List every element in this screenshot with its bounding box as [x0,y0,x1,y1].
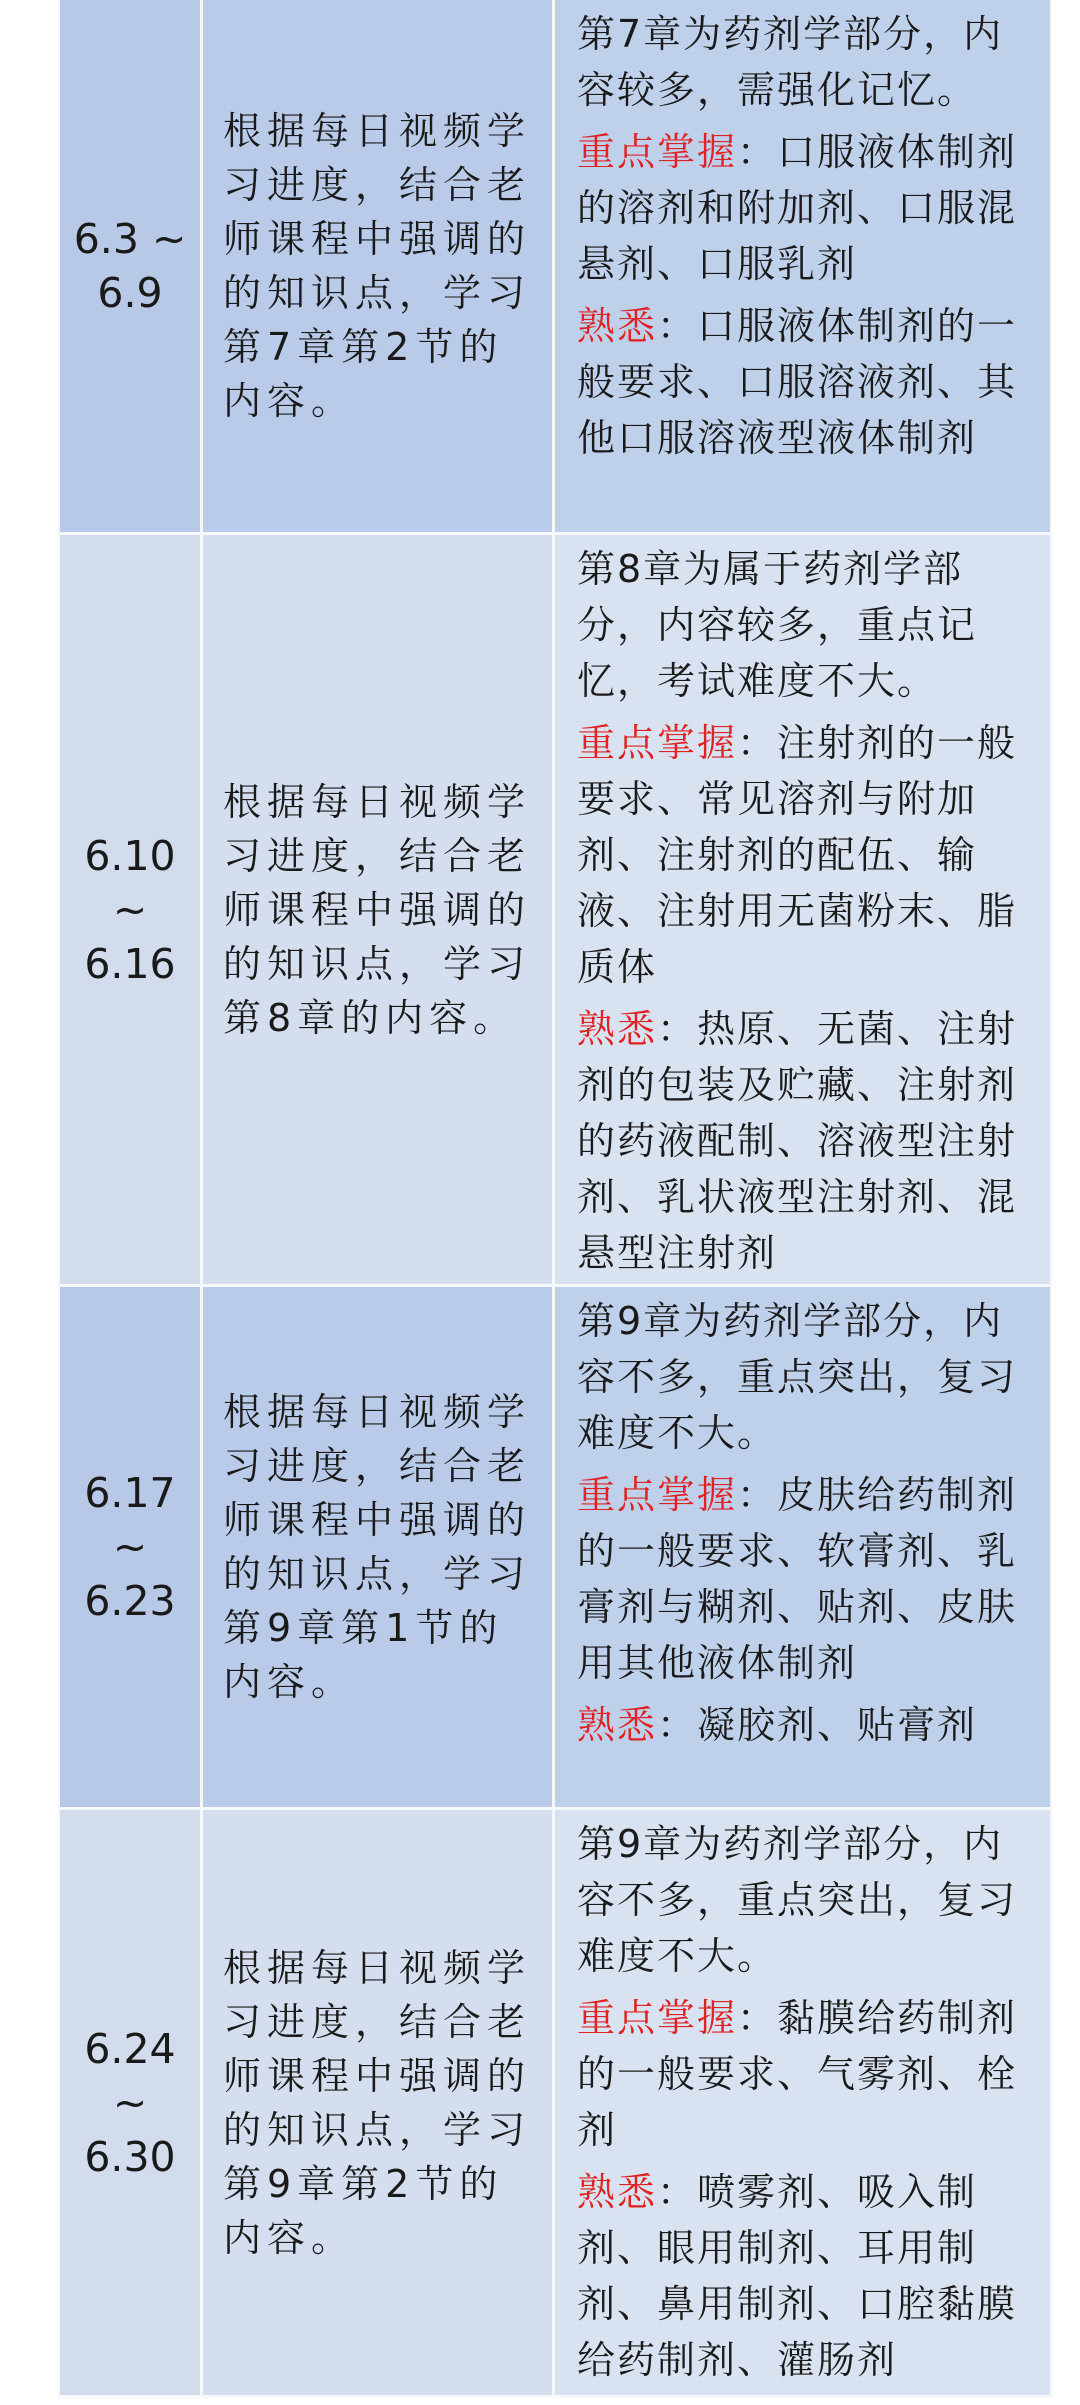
key-points-label: 重点掌握 [577,130,738,174]
key-points [577,1990,1024,2158]
table-row [60,1810,1050,2398]
date-range-cell: 6.10 ~ 6.16 [60,535,200,1284]
study-plan-cell [203,0,552,532]
plan-text: 根据每日视频学习进度，结合老师课程中强调的的知识点，学习第9章第2节的内容。 [223,1945,532,2260]
key-points-label: 重点掌握 [577,1996,738,2040]
study-plan-table [58,0,1052,2398]
date-range-cell: 6.3 ~ 6.9 [60,0,200,532]
familiar-text: ：凝胶剂、贴膏剂 [657,1703,978,1747]
key-points-text: ：皮肤给药制剂的一般要求、软膏剂、乳膏剂与糊剂、贴剂、皮肤用其他液体制剂 [577,1473,1018,1685]
key-points-text: ：注射剂的一般要求、常见溶剂与附加剂、注射剂的配伍、输液、注射用无菌粉末、脂质体 [577,721,1018,989]
familiar-label: 熟悉 [577,2170,658,2214]
plan-text: 根据每日视频学习进度，结合老师课程中强调的的知识点，学习第8章的内容。 [223,779,532,1040]
table-row [60,1287,1050,1810]
familiar-text: ：口服液体制剂的一般要求、口服溶液剂、其他口服溶液型液体制剂 [577,304,1018,460]
chapter-intro: 第7章为药剂学部分，内容较多，需强化记忆。 [577,12,1004,112]
key-points [577,1467,1024,1691]
familiar-points [577,1001,1024,1281]
study-plan-cell [203,1287,552,1807]
key-points-text: ：黏膜给药制剂的一般要求、气雾剂、栓剂 [577,1996,1018,2152]
table-row [60,535,1050,1287]
key-points-label: 重点掌握 [577,1473,738,1517]
chapter-detail-cell [555,1810,1050,2395]
familiar-label: 熟悉 [577,304,658,348]
chapter-detail-cell [555,0,1050,532]
date-range-cell: 6.24 ~ 6.30 [60,1810,200,2395]
familiar-points [577,2164,1024,2388]
familiar-text: ：热原、无菌、注射剂的包装及贮藏、注射剂的药液配制、溶液型注射剂、乳状液型注射剂、混悬型注射剂 [577,1007,1018,1275]
familiar-text: ：喷雾剂、吸入制剂、眼用制剂、耳用制剂、鼻用制剂、口腔黏膜给药制剂、灌肠剂 [577,2170,1018,2382]
familiar-label: 熟悉 [577,1007,658,1051]
chapter-detail-cell [555,1287,1050,1807]
study-plan-cell [203,535,552,1284]
table-row [60,0,1050,535]
familiar-points [577,1697,1024,1753]
chapter-intro: 第9章为药剂学部分，内容不多，重点突出，复习难度不大。 [577,1822,1018,1978]
familiar-label: 熟悉 [577,1703,658,1747]
key-points-text: ：口服液体制剂的溶剂和附加剂、口服混悬剂、口服乳剂 [577,130,1018,286]
key-points-label: 重点掌握 [577,721,738,765]
chapter-intro: 第8章为属于药剂学部分，内容较多，重点记忆，考试难度不大。 [577,547,978,703]
study-plan-cell [203,1810,552,2395]
chapter-intro: 第9章为药剂学部分，内容不多，重点突出，复习难度不大。 [577,1299,1018,1455]
plan-text: 根据每日视频学习进度，结合老师课程中强调的的知识点，学习第7章第2节的内容。 [223,109,532,423]
familiar-points [577,298,1024,466]
key-points [577,715,1024,995]
date-range-cell: 6.17 ~ 6.23 [60,1287,200,1807]
chapter-detail-cell [555,535,1050,1284]
key-points [577,124,1024,292]
plan-text: 根据每日视频学习进度，结合老师课程中强调的的知识点，学习第9章第1节的内容。 [223,1390,532,1704]
